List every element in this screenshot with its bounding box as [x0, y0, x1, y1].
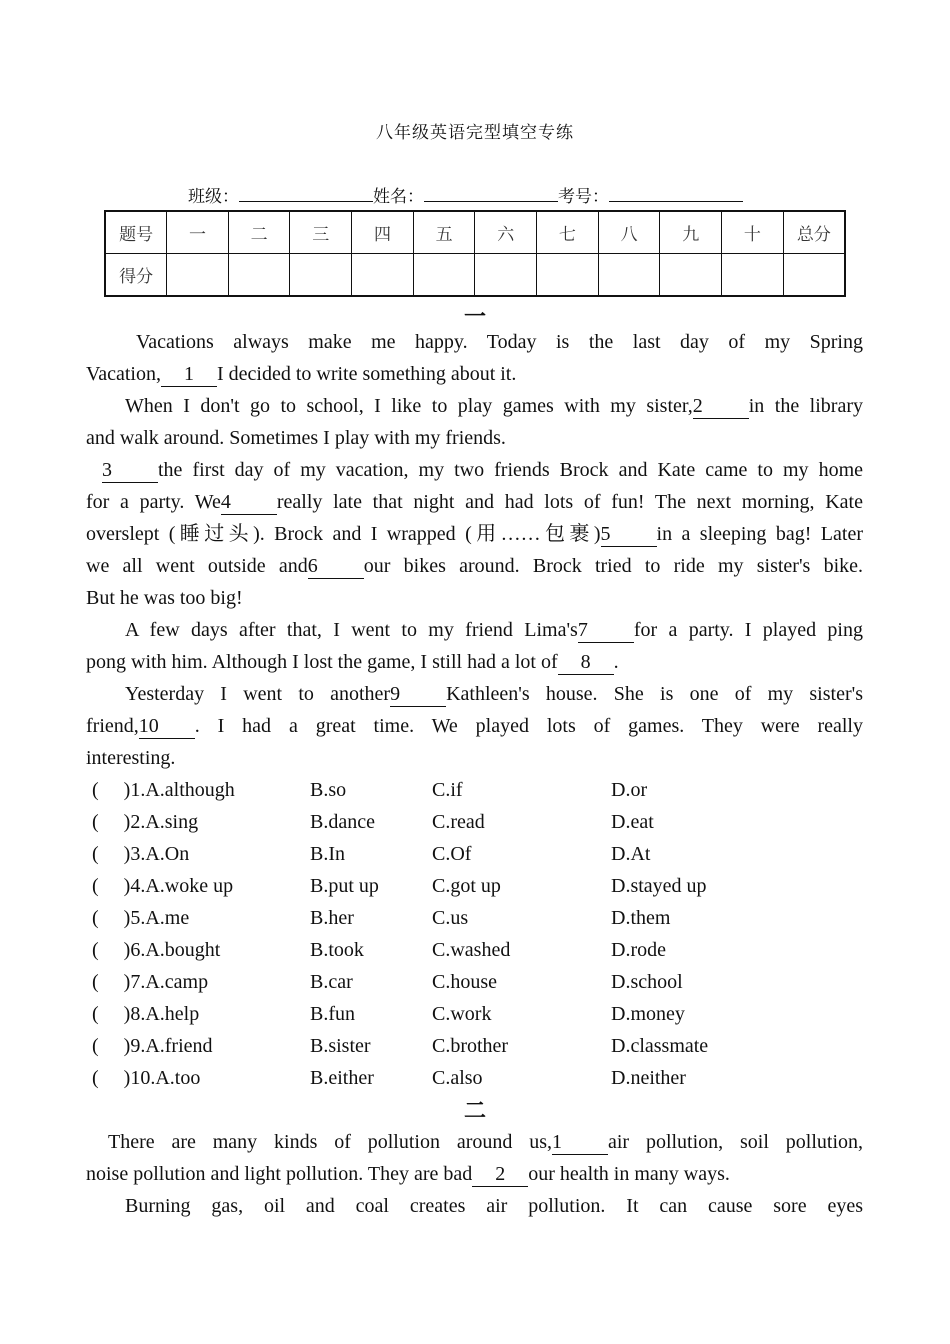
option-b[interactable]: B.so [310, 779, 347, 801]
section-2-heading: 二 [463, 1098, 486, 1123]
option-c[interactable]: C.washed [432, 939, 511, 961]
passage-text: noise pollution and light pollution. They are bad [86, 1163, 473, 1185]
option-d[interactable]: D.money [611, 1003, 685, 1025]
score-header-cell: 六 [475, 211, 537, 254]
option-d[interactable]: D.eat [611, 811, 654, 833]
score-table-header-row [105, 211, 845, 254]
passage-text: . [613, 651, 619, 673]
score-header-cell: 五 [413, 211, 475, 254]
option-d[interactable]: D.At [611, 843, 651, 865]
passage-text: overslept (睡过头). Brock and I wrapped (用……包裹) [86, 523, 601, 545]
score-cell[interactable] [783, 254, 845, 297]
question-number[interactable]: ( )9.A.friend [92, 1035, 213, 1057]
passage-text: interesting. [86, 747, 176, 769]
answer-blank[interactable]: 7 [578, 618, 634, 643]
class-blank[interactable] [239, 187, 373, 202]
option-c[interactable]: C.us [432, 907, 469, 929]
option-b[interactable]: B.put up [310, 875, 379, 897]
option-d[interactable]: D.or [611, 779, 648, 801]
passage-line [86, 646, 863, 678]
score-cell[interactable] [352, 254, 414, 297]
passage-line [86, 710, 863, 742]
passage-text: in the library [748, 395, 863, 417]
answer-blank[interactable]: 1 [161, 362, 217, 387]
passage-line [86, 678, 863, 710]
passage-text: in a sleeping bag! Later [656, 523, 863, 545]
answer-blank[interactable]: 2 [693, 394, 749, 419]
answer-blank[interactable]: 6 [308, 554, 364, 579]
passage-text: for a party. We [86, 491, 221, 513]
passage-text: friend, [86, 715, 139, 737]
question-number[interactable]: ( )4.A.woke up [92, 875, 234, 897]
passage-line [86, 422, 863, 454]
question-number[interactable]: ( )6.A.bought [92, 939, 221, 961]
passage-text: pong with him. Although I lost the game, I still had a lot of [86, 651, 558, 673]
score-header-cell: 九 [660, 211, 722, 254]
passage-line [86, 582, 863, 614]
name-blank[interactable] [424, 187, 558, 202]
score-table [104, 210, 846, 297]
score-table-score-row [105, 254, 845, 297]
option-c[interactable]: C.Of [432, 843, 472, 865]
passage-line [86, 614, 863, 646]
passage-line [86, 1158, 863, 1190]
option-c[interactable]: C.work [432, 1003, 492, 1025]
option-c[interactable]: C.read [432, 811, 485, 833]
passage-text: Burning gas, oil and coal creates air pollution. It can cause sore eyes [125, 1195, 863, 1217]
question-number[interactable]: ( )10.A.too [92, 1067, 201, 1089]
option-d[interactable]: D.neither [611, 1067, 686, 1089]
question-number[interactable]: ( )2.A.sing [92, 811, 199, 833]
option-b[interactable]: B.In [310, 843, 345, 865]
passage-text: But he was too big! [86, 587, 243, 609]
passage-line [86, 454, 863, 486]
score-header-cell: 七 [537, 211, 599, 254]
passage-text: really late that night and had lots of fun! The next morning, Kate [276, 491, 863, 513]
option-b[interactable]: B.fun [310, 1003, 355, 1025]
passage-text: air pollution, soil pollution, [608, 1131, 863, 1153]
answer-blank[interactable]: 1 [552, 1130, 608, 1155]
option-b[interactable]: B.her [310, 907, 354, 929]
passage-line [86, 518, 863, 550]
passage-text: Vacation, [86, 363, 161, 385]
exam-no-blank[interactable] [609, 187, 743, 202]
passage-text: A few days after that, I went to my friend Lima's [125, 619, 578, 641]
score-row-label: 得分 [105, 254, 167, 297]
score-cell[interactable] [722, 254, 784, 297]
student-info-row [188, 182, 743, 207]
option-c[interactable]: C.got up [432, 875, 501, 897]
passage-line [86, 390, 863, 422]
score-header-cell: 二 [228, 211, 290, 254]
passage-line [86, 358, 863, 390]
answer-blank[interactable]: 9 [390, 682, 446, 707]
option-c[interactable]: C.brother [432, 1035, 509, 1057]
answer-blank[interactable]: 10 [139, 714, 195, 739]
question-number[interactable]: ( )8.A.help [92, 1003, 200, 1025]
passage-text: . I had a great time. We played lots of games. They were really [194, 715, 863, 737]
passage-text: Kathleen's house. She is one of my sister's [446, 683, 863, 705]
score-header-cell: 一 [167, 211, 229, 254]
answer-blank[interactable]: 5 [601, 522, 657, 547]
option-b[interactable]: B.car [310, 971, 353, 993]
answer-blank[interactable]: 3 [102, 458, 158, 483]
score-cell[interactable] [660, 254, 722, 297]
class-label: 班级： [188, 187, 239, 206]
option-d[interactable]: D.classmate [611, 1035, 709, 1057]
question-number[interactable]: ( )1.A.although [92, 779, 235, 801]
answer-blank[interactable]: 4 [221, 490, 277, 515]
passage-text: and walk around. Sometimes I play with my friends. [86, 427, 506, 449]
passage-text: There are many kinds of pollution around us, [108, 1131, 552, 1153]
passage-text: the first day of my vacation, my two friends Brock and Kate came to my home [158, 459, 863, 481]
option-b[interactable]: B.took [310, 939, 364, 961]
answer-blank[interactable]: 2 [472, 1162, 528, 1187]
option-c[interactable]: C.house [432, 971, 497, 993]
score-header-cell: 总分 [783, 211, 845, 254]
section-1-heading: 一 [463, 304, 486, 329]
passage-line [86, 326, 863, 358]
option-b[interactable]: B.either [310, 1067, 374, 1089]
option-b[interactable]: B.dance [310, 811, 375, 833]
option-d[interactable]: D.them [611, 907, 671, 929]
passage-line [86, 550, 863, 582]
option-c[interactable]: C.also [432, 1067, 483, 1089]
score-header-cell: 三 [290, 211, 352, 254]
name-label: 姓名： [373, 187, 424, 206]
passage-text: I decided to write something about it. [216, 363, 517, 385]
passage-text: our health in many ways. [528, 1163, 730, 1185]
passage-text: we all went outside and [86, 555, 308, 577]
option-b[interactable]: B.sister [310, 1035, 371, 1057]
score-cell[interactable] [167, 254, 229, 297]
passage-text: Vacations always make me happy. Today is the last day of my Spring [136, 331, 863, 353]
score-header-cell: 四 [352, 211, 414, 254]
page-title: 八年级英语完型填空专练 [376, 123, 574, 142]
passage-line [86, 486, 863, 518]
score-header-cell: 十 [722, 211, 784, 254]
score-cell[interactable] [537, 254, 599, 297]
option-d[interactable]: D.stayed up [611, 875, 707, 897]
option-d[interactable]: D.school [611, 971, 683, 993]
passage-line [86, 1190, 863, 1222]
passage-line [86, 742, 863, 774]
option-c[interactable]: C.if [432, 779, 463, 801]
question-number[interactable]: ( )7.A.camp [92, 971, 209, 993]
passage-text: When I don't go to school, I like to play games with my sister, [125, 395, 693, 417]
score-header-cell: 八 [598, 211, 660, 254]
score-cell[interactable] [598, 254, 660, 297]
answer-blank[interactable]: 8 [558, 650, 614, 675]
score-cell[interactable] [228, 254, 290, 297]
score-header-cell: 题号 [105, 211, 167, 254]
passage-line [86, 1126, 863, 1158]
exam-no-label: 考号： [558, 187, 609, 206]
passage-text: Yesterday I went to another [125, 683, 391, 705]
passage-text: our bikes around. Brock tried to ride my sister's bike. [363, 555, 864, 577]
score-cell[interactable] [475, 254, 537, 297]
option-d[interactable]: D.rode [611, 939, 666, 961]
question-number[interactable]: ( )3.A.On [92, 843, 190, 865]
score-cell[interactable] [290, 254, 352, 297]
score-cell[interactable] [413, 254, 475, 297]
passage-text: for a party. I played ping [633, 619, 863, 641]
question-number[interactable]: ( )5.A.me [92, 907, 190, 929]
